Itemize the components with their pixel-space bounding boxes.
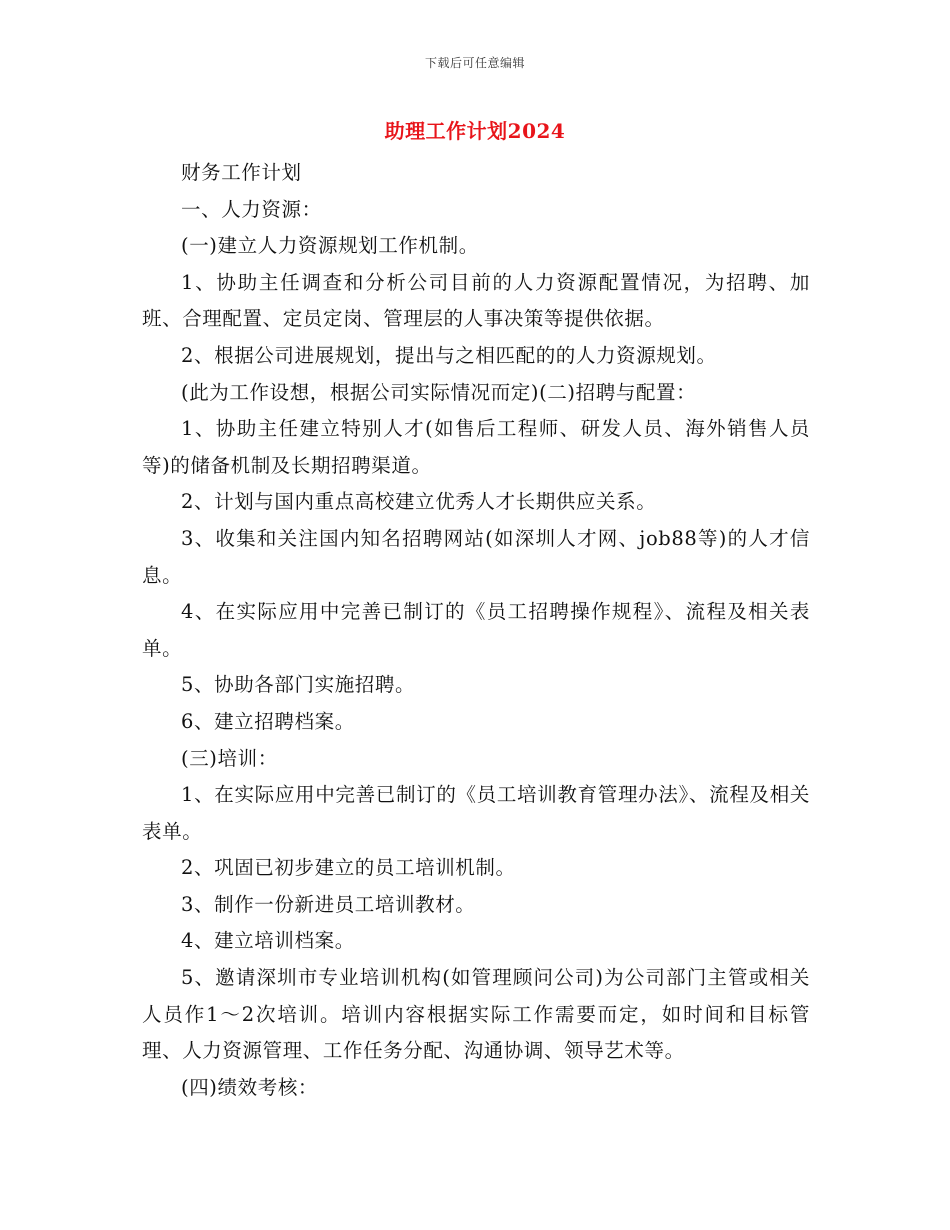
paragraph: 4、建立培训档案。 [181, 929, 355, 953]
paragraph: 3、制作一份新进员工培训教材。 [181, 892, 476, 916]
paragraph: (一)建立人力资源规划工作机制。 [181, 234, 479, 258]
paragraph: (此为工作设想，根据公司实际情况而定)(二)招聘与配置： [181, 380, 697, 404]
document-title: 助理工作计划2024 [384, 119, 566, 143]
paragraph: 2、计划与国内重点高校建立优秀人才长期供应关系。 [181, 490, 657, 514]
paragraph: 5、协助各部门实施招聘。 [181, 673, 416, 697]
paragraph: 6、建立招聘档案。 [181, 709, 355, 733]
page-header-note: 下载后可任意编辑 [424, 56, 525, 70]
paragraph: 5、邀请深圳市专业培训机构(如管理顾问公司)为公司部门主管或相关人员作1～2次培训。培训内容根据实际工作需要而定，如时间和目标管理、人力资源管理、工作任务分配、沟通协调、领导艺术等。 [142, 966, 810, 1063]
paragraph: 1、协助主任建立特别人才(如售后工程师、研发人员、海外销售人员等)的储备机制及长期招聘渠道。 [142, 417, 810, 477]
paragraph: 1、在实际应用中完善已制订的《员工培训教育管理办法》、流程及相关表单。 [142, 783, 810, 843]
paragraph: 2、巩固已初步建立的员工培训机制。 [181, 856, 516, 880]
paragraph: 4、在实际应用中完善已制订的《员工招聘操作规程》、流程及相关表单。 [142, 600, 810, 660]
paragraph: (三)培训： [181, 746, 278, 770]
paragraph: 1、协助主任调查和分析公司目前的人力资源配置情况，为招聘、加班、合理配置、定员定岗、管理层的人事决策等提供依据。 [142, 270, 810, 331]
paragraph: 2、根据公司进展规划，提出与之相匹配的的人力资源规划。 [181, 343, 717, 367]
document-body [142, 155, 810, 1106]
paragraph: 3、收集和关注国内知名招聘网站(如深圳人才网、job88等)的人才信息。 [142, 526, 810, 587]
paragraph: (四)绩效考核： [181, 1075, 319, 1099]
paragraph: 一、人力资源： [181, 197, 322, 221]
paragraph: 财务工作计划 [181, 161, 302, 184]
